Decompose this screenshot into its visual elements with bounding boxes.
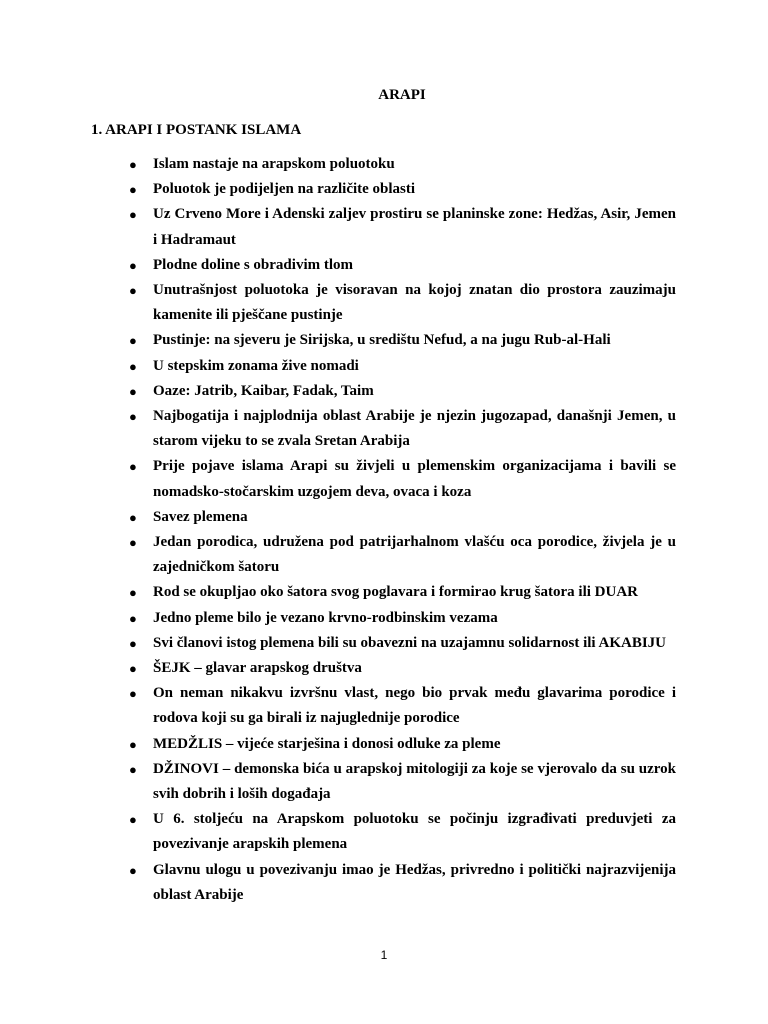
document-title: ARAPI bbox=[378, 87, 426, 103]
bullet-icon: ● bbox=[129, 383, 137, 399]
bullet-icon: ● bbox=[129, 157, 137, 172]
list-item-text: Rod se okupljao oko šatora svog poglavara i formirao krug šatora ili DUAR bbox=[153, 584, 639, 601]
bullet-icon: ● bbox=[129, 459, 137, 475]
bullet-icon: ● bbox=[129, 509, 137, 525]
list-item-text: U 6. stoljeću na Arapskom poluotoku se počinju izgrađivati preduvjeti za povezivanje arapskih plemena bbox=[153, 811, 676, 853]
bullet-icon: ● bbox=[129, 535, 137, 551]
list-item bbox=[0, 253, 768, 278]
list-item-text: Prije pojave islama Arapi su živjeli u plemenskim organizacijama i bavili se nomadsko-stočarskim uzgojem deva, ovaca i koza bbox=[153, 458, 676, 500]
list-item-text: Glavnu ulogu u povezivanju imao je Hedžas, privredno i politički najrazvijenija oblast Arabije bbox=[153, 861, 676, 903]
list-item bbox=[0, 152, 768, 177]
page-number: 1 bbox=[380, 948, 388, 962]
bullet-icon: ● bbox=[129, 736, 137, 752]
bullet-icon: ● bbox=[129, 257, 137, 273]
list-item bbox=[0, 404, 768, 454]
list-item-text: DŽINOVI – demonska bića u arapskoj mitologiji za koje se vjerovalo da su uzrok svih dobrih i loših događaja bbox=[153, 760, 676, 803]
list-item-text: Uz Crveno More i Adenski zaljev prostiru se planinske zone: Hedžas, Asir, Jemen i Hadramaut bbox=[153, 206, 676, 248]
list-item-text: Jedan porodica, udružena pod patrijarhalnom vlašću oca porodice, živjela je u zajedničkom šatoru bbox=[153, 534, 676, 576]
list-item bbox=[0, 681, 768, 731]
bullet-icon: ● bbox=[129, 333, 137, 349]
list-item-text: Plodne doline s obradivim tlom bbox=[153, 256, 354, 273]
list-item bbox=[0, 379, 768, 404]
list-item-text: Svi članovi istog plemena bili su obavezni na uzajamnu solidarnost ili AKABIJU bbox=[153, 634, 666, 651]
bullet-icon: ● bbox=[129, 409, 137, 425]
list-item bbox=[0, 656, 768, 681]
list-item-text: Najbogatija i najplodnija oblast Arabije je njezin jugozapad, današnji Jemen, u starom vijeku to se zvala Sretan Arabija bbox=[153, 408, 676, 450]
bullet-icon: ● bbox=[129, 283, 137, 299]
list-item-text: Islam nastaje na arapskom poluotoku bbox=[153, 156, 395, 172]
list-item-text: MEDŽLIS – vijeće starješina i donosi odluke za pleme bbox=[153, 735, 501, 752]
list-item bbox=[0, 858, 768, 908]
list-item-text: Unutrašnjost poluotoka je visoravan na kojoj znatan dio prostora zauzimaju kamenite ili pješčane pustinje bbox=[153, 282, 676, 324]
list-item bbox=[0, 202, 768, 252]
list-item bbox=[0, 631, 768, 656]
list-item bbox=[0, 580, 768, 605]
bullet-icon: ● bbox=[129, 761, 137, 777]
list-item bbox=[0, 606, 768, 631]
list-item-text: Poluotok je podijeljen na različite oblasti bbox=[153, 181, 416, 198]
list-item bbox=[0, 278, 768, 328]
bullet-icon: ● bbox=[129, 358, 137, 374]
bullet-icon: ● bbox=[129, 610, 137, 626]
list-item-text: Savez plemena bbox=[153, 508, 248, 525]
bullet-icon: ● bbox=[129, 585, 137, 601]
list-item-text: On neman nikakvu izvršnu vlast, nego bio prvak među glavarima porodice i rodova koji su ga birali iz najuglednije porodice bbox=[153, 685, 676, 727]
bullet-icon: ● bbox=[129, 812, 137, 828]
bullet-icon: ● bbox=[129, 635, 137, 651]
list-item bbox=[0, 328, 768, 353]
list-item-text: U stepskim zonama žive nomadi bbox=[153, 357, 359, 374]
bullet-icon: ● bbox=[129, 686, 137, 702]
bullet-list bbox=[0, 152, 768, 908]
bullet-icon: ● bbox=[129, 661, 137, 677]
section-heading: 1. ARAPI I POSTANK ISLAMA bbox=[91, 122, 302, 138]
list-item-text: Pustinje: na sjeveru je Sirijska, u središtu Nefud, a na jugu Rub-al-Hali bbox=[153, 332, 611, 349]
list-item bbox=[0, 505, 768, 530]
list-item bbox=[0, 732, 768, 757]
list-item bbox=[0, 454, 768, 504]
list-item bbox=[0, 177, 768, 202]
list-item-text: Oaze: Jatrib, Kaibar, Fadak, Taim bbox=[153, 382, 374, 399]
bullet-icon: ● bbox=[129, 862, 137, 878]
list-item-text: Jedno pleme bilo je vezano krvno-rodbinskim vezama bbox=[153, 609, 498, 626]
list-item-text: ŠEJK – glavar arapskog društva bbox=[153, 660, 362, 677]
bullet-icon: ● bbox=[129, 207, 137, 223]
list-item bbox=[0, 757, 768, 807]
list-item bbox=[0, 354, 768, 379]
bullet-icon: ● bbox=[129, 182, 137, 198]
list-item bbox=[0, 807, 768, 857]
list-item bbox=[0, 530, 768, 580]
